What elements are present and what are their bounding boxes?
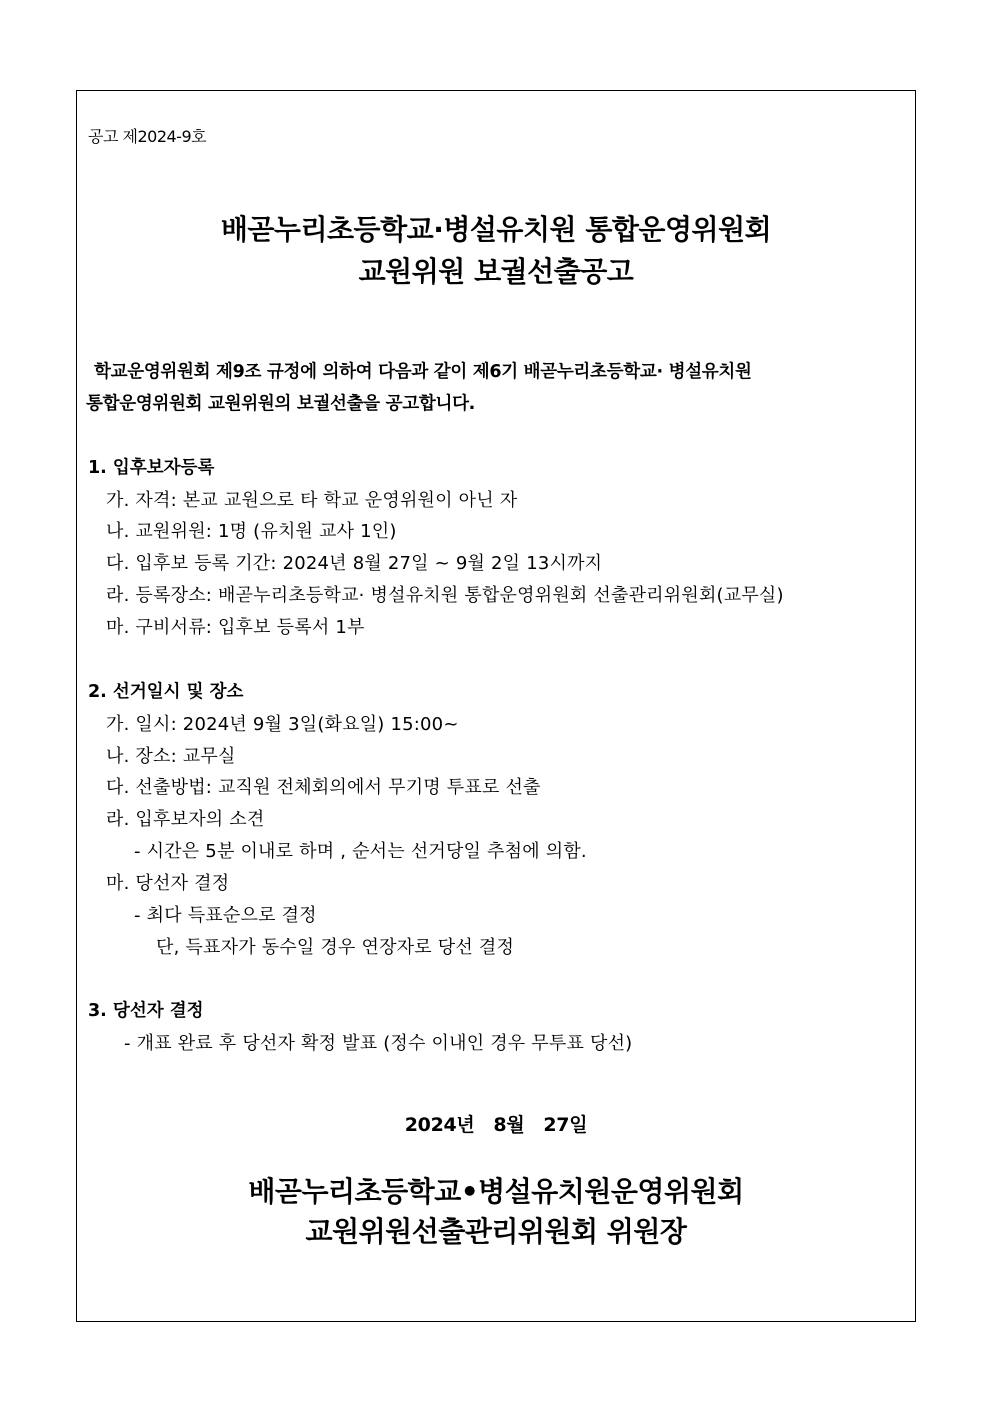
list-item: 다. 선출방법: 교직원 전체회의에서 무기명 투표로 선출	[106, 777, 541, 798]
notice-date: 2024년 8월 27일	[404, 1114, 588, 1136]
list-item: 가. 일시: 2024년 9월 3일(화요일) 15:00~	[106, 714, 459, 735]
list-item: 라. 등록장소: 배곧누리초등학교· 병설유치원 통합운영위원회 선출관리위원회(교무실)	[106, 585, 784, 606]
list-subitem: 단, 득표자가 동수일 경우 연장자로 당선 결정	[156, 937, 515, 958]
list-item: 라. 입후보자의 소견	[106, 809, 265, 830]
list-item: 나. 장소: 교무실	[106, 746, 236, 767]
signature-line2: 교원위원선출관리위원회 위원장	[305, 1215, 687, 1248]
list-subitem: - 최다 득표순으로 결정	[134, 905, 317, 926]
notice-number: 공고 제2024-9호	[88, 127, 207, 146]
list-item: 가. 자격: 본교 교원으로 타 학교 운영위원이 아닌 자	[106, 490, 518, 511]
list-subitem: - 개표 완료 후 당선자 확정 발표 (정수 이내인 경우 무투표 당선)	[124, 1033, 633, 1054]
document-title-line2: 교원위원 보궐선출공고	[358, 255, 634, 288]
section-heading-candidate-registration: 1. 입후보자등록	[88, 458, 215, 478]
list-item: 마. 구비서류: 입후보 등록서 1부	[106, 617, 365, 638]
intro-line1: 학교운영위원회 제9조 규정에 의하여 다음과 같이 제6기 배곧누리초등학교· 병설유치원	[94, 362, 752, 382]
list-subitem: - 시간은 5분 이내로 하며 , 순서는 선거당일 추첨에 의함.	[134, 841, 587, 862]
list-item: 마. 당선자 결정	[106, 873, 230, 894]
list-item: 나. 교원위원: 1명 (유치원 교사 1인)	[106, 521, 397, 542]
section-heading-winner-decision: 3. 당선자 결정	[88, 1001, 204, 1021]
document-title-line1: 배곧누리초등학교·병설유치원 통합운영위원회	[220, 213, 772, 246]
signature-line1: 배곧누리초등학교•병설유치원운영위원회	[248, 1175, 744, 1208]
list-item: 다. 입후보 등록 기간: 2024년 8월 27일 ~ 9월 2일 13시까지	[106, 553, 603, 574]
section-heading-election-date-place: 2. 선거일시 및 장소	[88, 682, 244, 702]
intro-line2: 통합운영위원회 교원위원의 보궐선출을 공고합니다.	[86, 394, 476, 414]
